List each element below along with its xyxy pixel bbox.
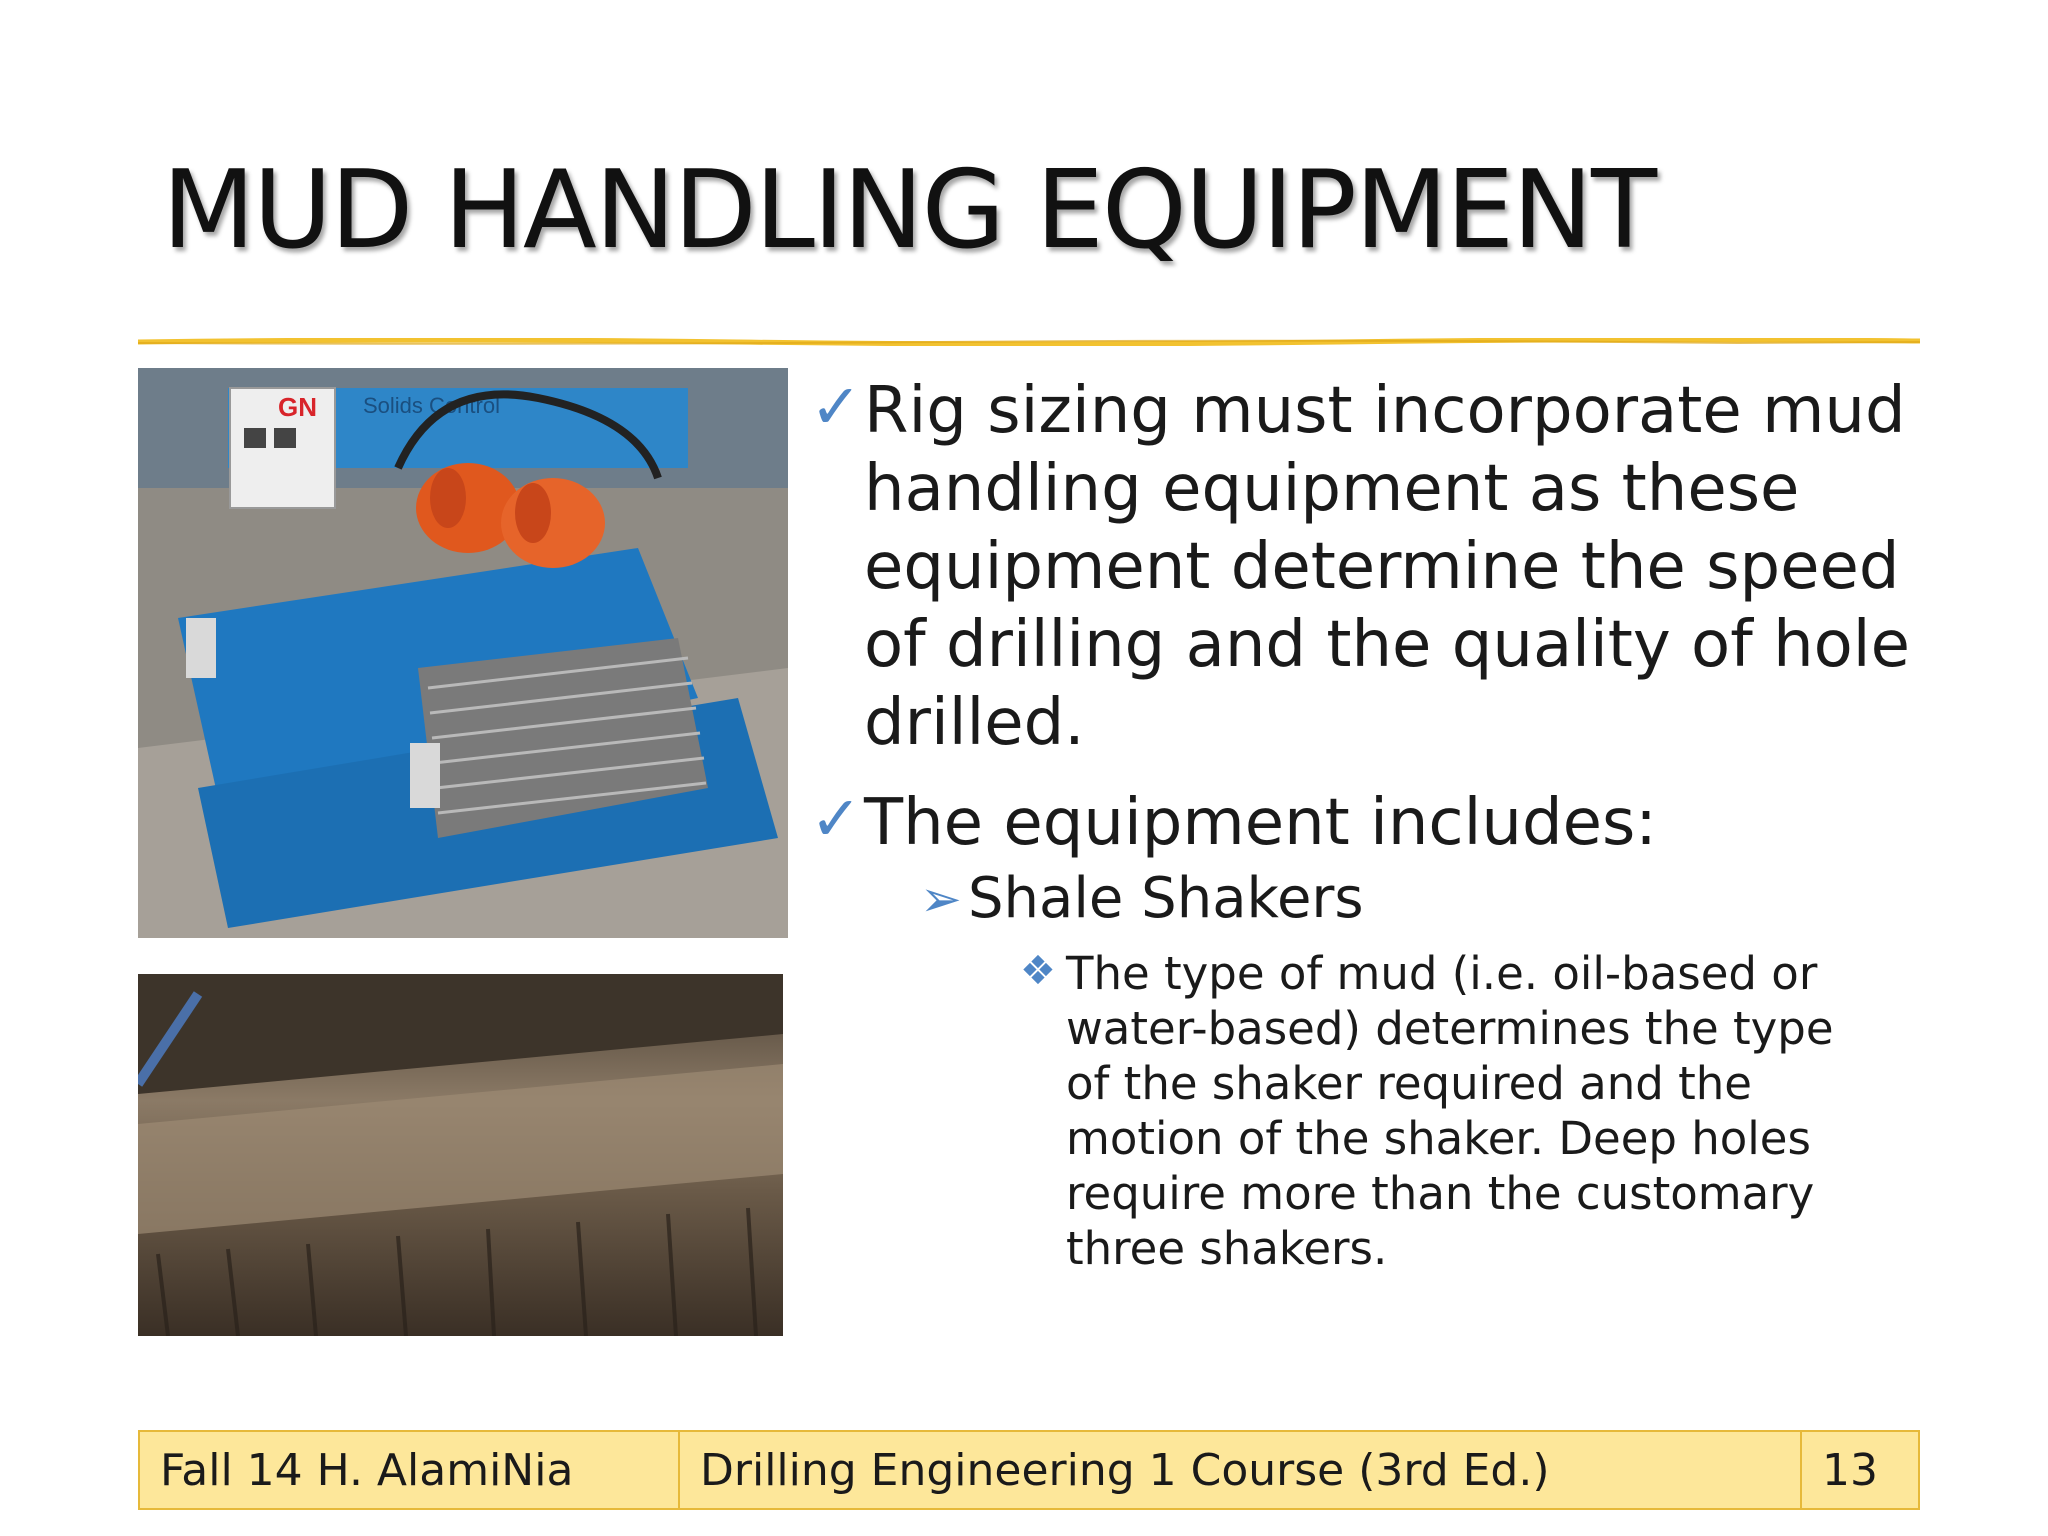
checkmark-icon: ✓ [810, 370, 862, 443]
title-underline [138, 338, 1920, 346]
sub-sub-bullet-text: The type of mud (i.e. oil-based or water-based) determines the type of the shaker required and the motion of the shaker. Deep holes require more than the customary three shakers. [1066, 947, 1834, 1275]
footer-course: Drilling Engineering 1 Course (3rd Ed.) [680, 1432, 1802, 1508]
sub-bullet-shale-shakers [920, 864, 1930, 934]
arrow-right-icon: ➢ [920, 870, 962, 928]
diamond-cluster-icon: ❖ [1020, 948, 1056, 994]
shale-shaker-photo [138, 368, 788, 938]
bullet-text: Rig sizing must incorporate mud handling equipment as these equipment determine the speed of drilling and the quality of hole drilled. [864, 374, 1910, 760]
bullet-equipment-includes [810, 784, 1930, 862]
sub-sub-bullet-mud-type [1020, 946, 1886, 1276]
checkmark-icon: ✓ [810, 782, 862, 855]
shaker-screen-closeup-photo [138, 974, 783, 1336]
slide-footer [138, 1430, 1920, 1510]
footer-page-number: 13 [1822, 1444, 1878, 1496]
shaker-logo: GN [278, 392, 317, 422]
sub-bullet-text: Shale Shakers [968, 866, 1364, 931]
bullet-rig-sizing [810, 372, 1930, 762]
slide-title: MUD HANDLING EQUIPMENT [162, 148, 1656, 273]
bullet-text: The equipment includes: [864, 786, 1657, 860]
bullet-list [810, 372, 1930, 1276]
shaker-brand-text: Solids Control [363, 393, 500, 418]
footer-author: Fall 14 H. AlamiNia [140, 1432, 680, 1508]
